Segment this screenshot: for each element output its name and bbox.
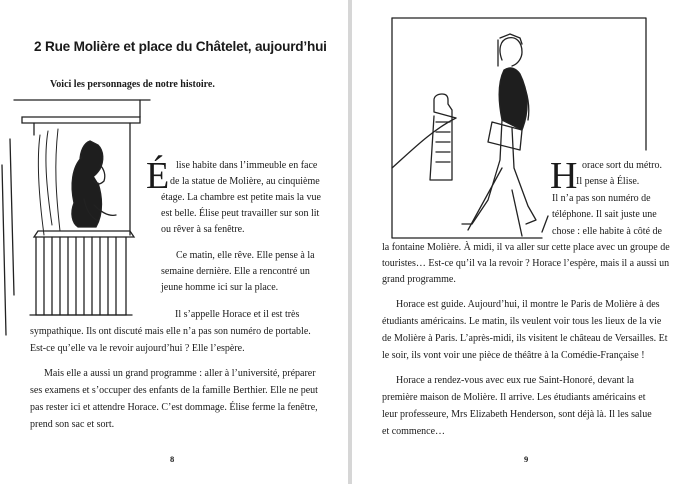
text-line: ou rêver à sa fenêtre. [161, 224, 245, 235]
page-number: 9 [524, 454, 529, 464]
text-line: sympathique. Ils ont discuté mais elle n’a pas son numéro de portable. [30, 326, 311, 337]
text-line: étudiants américains. Le matin, ils veulent voir tous les lieux de la vie [382, 316, 662, 327]
left-page [0, 0, 348, 484]
text-line: Horace a rendez-vous avec eux rue Saint-Honoré, devant la [396, 375, 634, 386]
text-line: jeune homme ici sur la place. [161, 282, 279, 293]
text-line: lise habite dans l’immeuble en face [176, 160, 318, 171]
page-number: 8 [170, 454, 175, 464]
text-line: Est-ce qu’elle va le revoir aujourd’hui ? Elle l’espère. [30, 343, 245, 354]
text-line: de la statue de Molière, au cinquième [170, 176, 320, 187]
text-line: téléphone. Il sait juste une [552, 209, 657, 220]
text-line: ses examens et s’occuper des enfants de la famille Berthier. Elle ne peut [30, 385, 318, 396]
text-line: semaine dernière. Elle a rencontré un [161, 266, 310, 277]
text-line: Il n’a pas son numéro de [552, 193, 651, 204]
text-line: de Molière à Paris. L’après-midi, ils visitent le château de Versailles. Et [382, 333, 668, 344]
text-line: et commence… [382, 426, 446, 437]
text-line: est belle. Élise peut travailler sur son lit [161, 208, 320, 219]
text-line: leur professeure, Mrs Elizabeth Henderson, sont déjà là. Il les salue [382, 409, 652, 420]
text-line: Horace est guide. Aujourd’hui, il montre le Paris de Molière à des [396, 299, 660, 310]
text-line: touristes… Est-ce qu’il va la revoir ? Horace l’espère, mais il a aussi un [382, 258, 670, 269]
text-line: Il s’appelle Horace et il est très [175, 309, 300, 320]
drop-cap: H [550, 155, 578, 197]
text-line: prend son sac et sort. [30, 419, 115, 430]
text-line: étage. La chambre est petite mais la vue [161, 192, 321, 203]
right-page [352, 0, 700, 484]
drop-cap: É [146, 155, 170, 197]
text-line: pas rester ici et attendre Horace. C’est dommage. Élise ferme la fenêtre, [30, 402, 318, 413]
text-line: orace sort du métro. [582, 160, 662, 171]
text-line: le soir, ils vont voir une pièce de théâtre à la Comédie-Française ! [382, 350, 645, 361]
text-line: chose : elle habite à côté de [552, 226, 662, 237]
text-line: la fontaine Molière. À midi, il va aller sur cette place avec un groupe de [382, 242, 670, 253]
intro-line: Voici les personnages de notre histoire. [50, 79, 215, 90]
text-line: Mais elle a aussi un grand programme : aller à l’université, préparer [44, 368, 316, 379]
text-line: première maison de Molière. Il arrive. Les étudiants américains et [382, 392, 646, 403]
text-line: Il pense à Élise. [576, 176, 640, 187]
text-line: grand programme. [382, 274, 456, 285]
text-line: Ce matin, elle rêve. Elle pense à la [176, 250, 315, 261]
chapter-heading: 2 Rue Molière et place du Châtelet, aujourd’hui [34, 39, 327, 54]
